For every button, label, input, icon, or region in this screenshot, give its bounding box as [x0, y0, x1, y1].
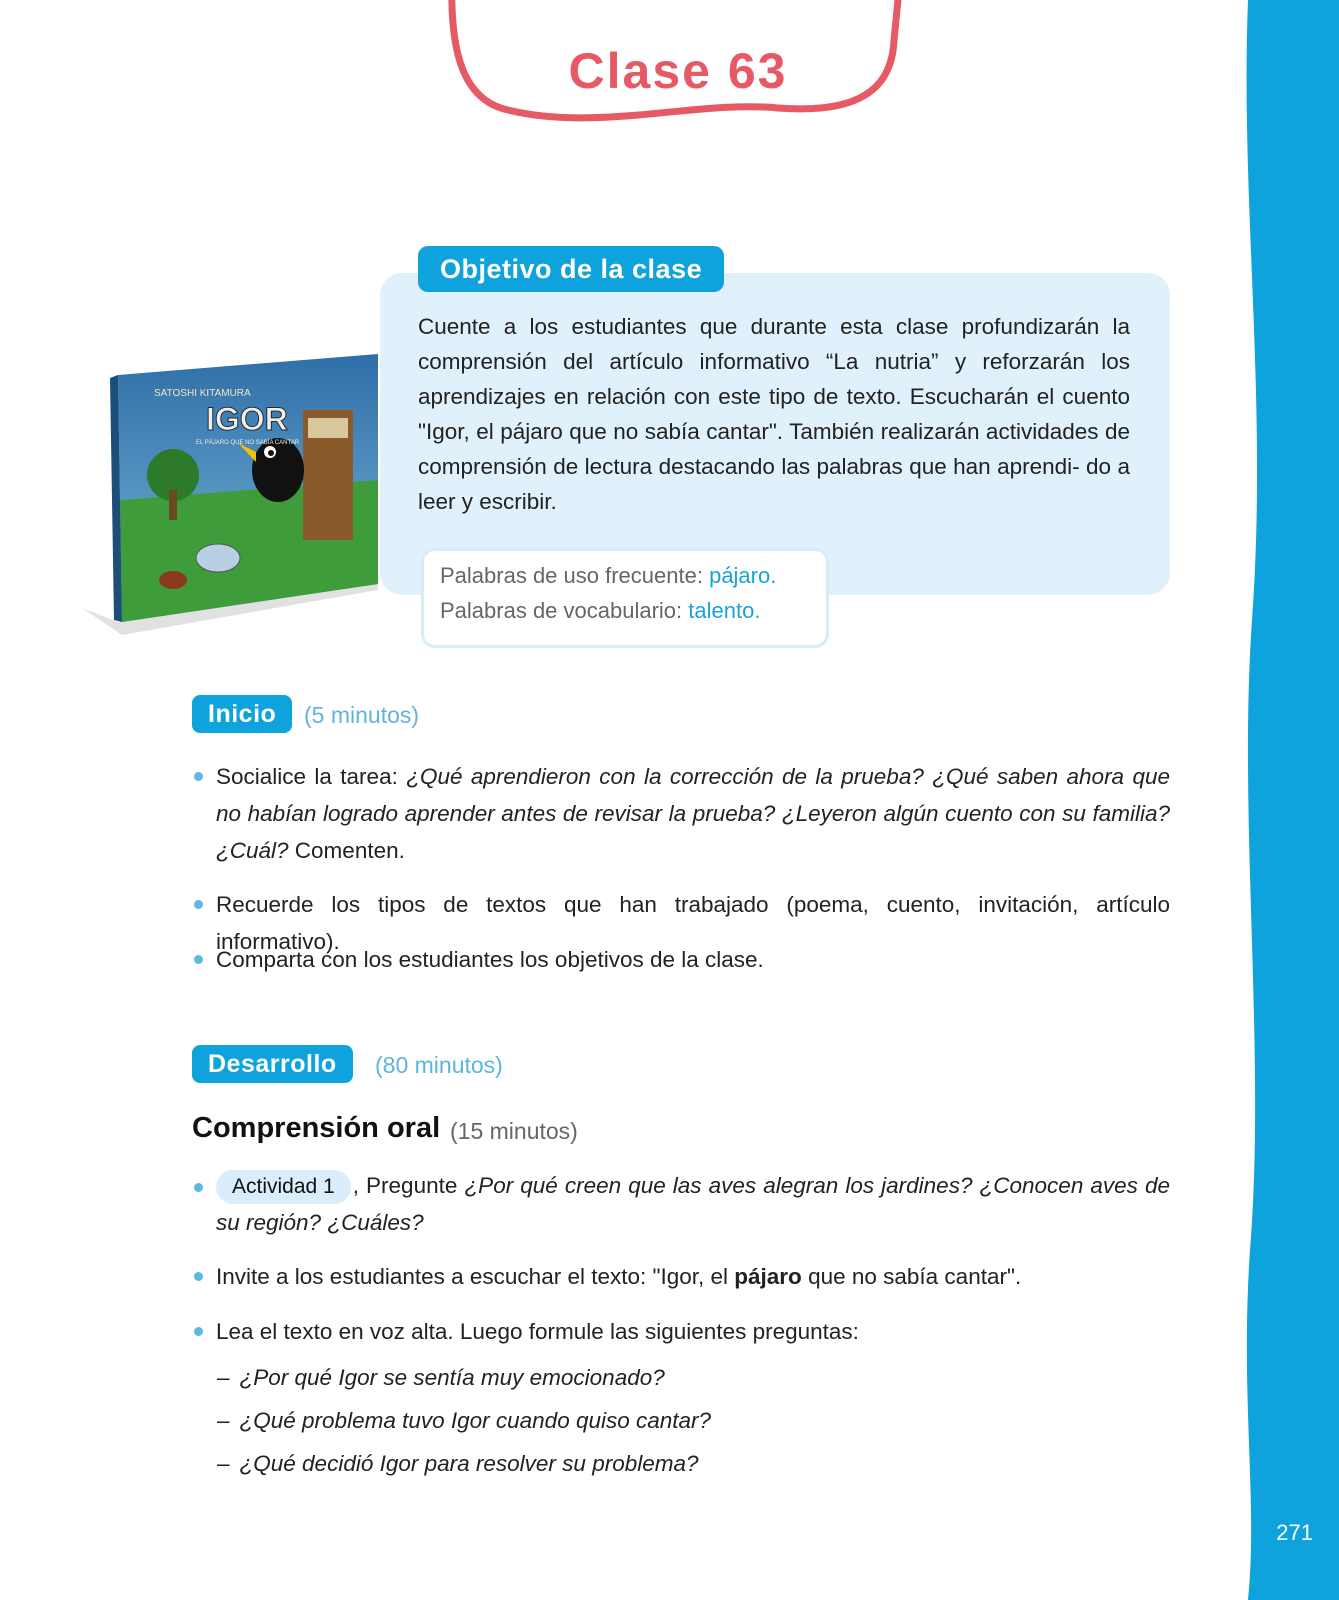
dash-marker: –	[217, 1365, 230, 1390]
book-subtitle: EL PÁJARO QUE NO SABÍA CANTAR	[196, 440, 300, 446]
bullet-text: Lea el texto en voz alta. Luego formule las siguientes preguntas:	[216, 1319, 859, 1344]
desarrollo-tag: Desarrollo	[192, 1045, 353, 1083]
vocab-words-label: Palabras de vocabulario:	[440, 598, 683, 623]
question-text: ¿Qué decidió Igor para resolver su problema?	[239, 1451, 699, 1476]
bullet-icon	[194, 772, 203, 781]
comprension-oral-time: (15 minutos)	[450, 1118, 578, 1144]
bullet-tail: que no sabía cantar".	[801, 1264, 1022, 1289]
question-text: ¿Por qué Igor se sentía muy emocionado?	[239, 1365, 665, 1390]
book-author: SATOSHI KITAMURA	[154, 388, 251, 399]
dash-marker: –	[217, 1451, 230, 1476]
bullet-bold-word: pájaro	[734, 1264, 802, 1289]
frequent-words-line	[440, 563, 776, 589]
bullet-lead: Invite a los estudiantes a escuchar el texto: "Igor, el	[216, 1264, 735, 1289]
bullet-icon	[194, 1183, 203, 1192]
vocab-words-line	[440, 598, 760, 624]
bullet-lead: Socialice la tarea:	[216, 764, 407, 789]
bullet-questions: ¿Qué aprendieron con la corrección de la prueba? ¿Qué saben ahora que no habían logrado aprender antes de revisar la prueba? ¿Leyeron algún cuento con su familia? ¿Cuál?	[216, 764, 1170, 863]
list-item	[194, 941, 1170, 978]
bullet-lead: , Pregunte	[352, 1173, 465, 1198]
bullet-icon	[194, 955, 203, 964]
book-cover-image	[78, 340, 388, 640]
comprension-oral-heading: Comprensión oral	[192, 1112, 441, 1144]
dash-marker: –	[217, 1408, 230, 1433]
bullet-text: Recuerde los tipos de textos que han trabajado (poema, cuento, invitación, artículo informativo).	[216, 892, 1170, 954]
frequent-words-value: pájaro.	[709, 563, 777, 588]
bullet-icon	[194, 1327, 203, 1336]
bullet-text: Comparta con los estudiantes los objetivos de la clase.	[216, 947, 764, 972]
activity-chip: Actividad 1	[216, 1170, 351, 1204]
bullet-icon	[194, 1272, 203, 1281]
objective-tag: Objetivo de la clase	[418, 246, 724, 292]
desarrollo-time: (80 minutos)	[375, 1052, 503, 1078]
side-band	[1240, 0, 1339, 1600]
inicio-time: (5 minutos)	[304, 702, 420, 728]
question-text: ¿Qué problema tuvo Igor cuando quiso cantar?	[239, 1408, 712, 1433]
question-item	[217, 1451, 699, 1477]
bullet-tail: Comenten.	[288, 838, 405, 863]
objective-text: Cuente a los estudiantes que durante esta clase profundizarán la comprensión del artículo informativo “La nutria” y reforzarán los aprendizajes en relación con este tipo de texto. Escucharán el cuento "Igor, el pájaro que no sabía cantar". También realizarán actividades de comprensión de lectura destacando las palabras que han aprendi- do a leer y escribir.	[418, 314, 1130, 514]
bullet-icon	[194, 900, 203, 909]
book-title: IGOR	[206, 401, 288, 437]
vocab-words-value: talento.	[688, 598, 761, 623]
list-item	[194, 758, 1170, 869]
inicio-tag: Inicio	[192, 695, 292, 733]
page-title: Clase 63	[568, 43, 788, 99]
list-item	[194, 1313, 1170, 1350]
question-item	[217, 1408, 711, 1434]
frequent-words-label: Palabras de uso frecuente:	[440, 563, 703, 588]
question-item	[217, 1365, 665, 1391]
bullet-questions: ¿Por qué creen que las aves alegran los jardines? ¿Conocen aves de su región? ¿Cuáles?	[216, 1173, 1171, 1235]
list-item	[194, 1167, 1170, 1241]
list-item	[194, 1258, 1170, 1295]
page-number: 271	[1276, 1520, 1313, 1545]
